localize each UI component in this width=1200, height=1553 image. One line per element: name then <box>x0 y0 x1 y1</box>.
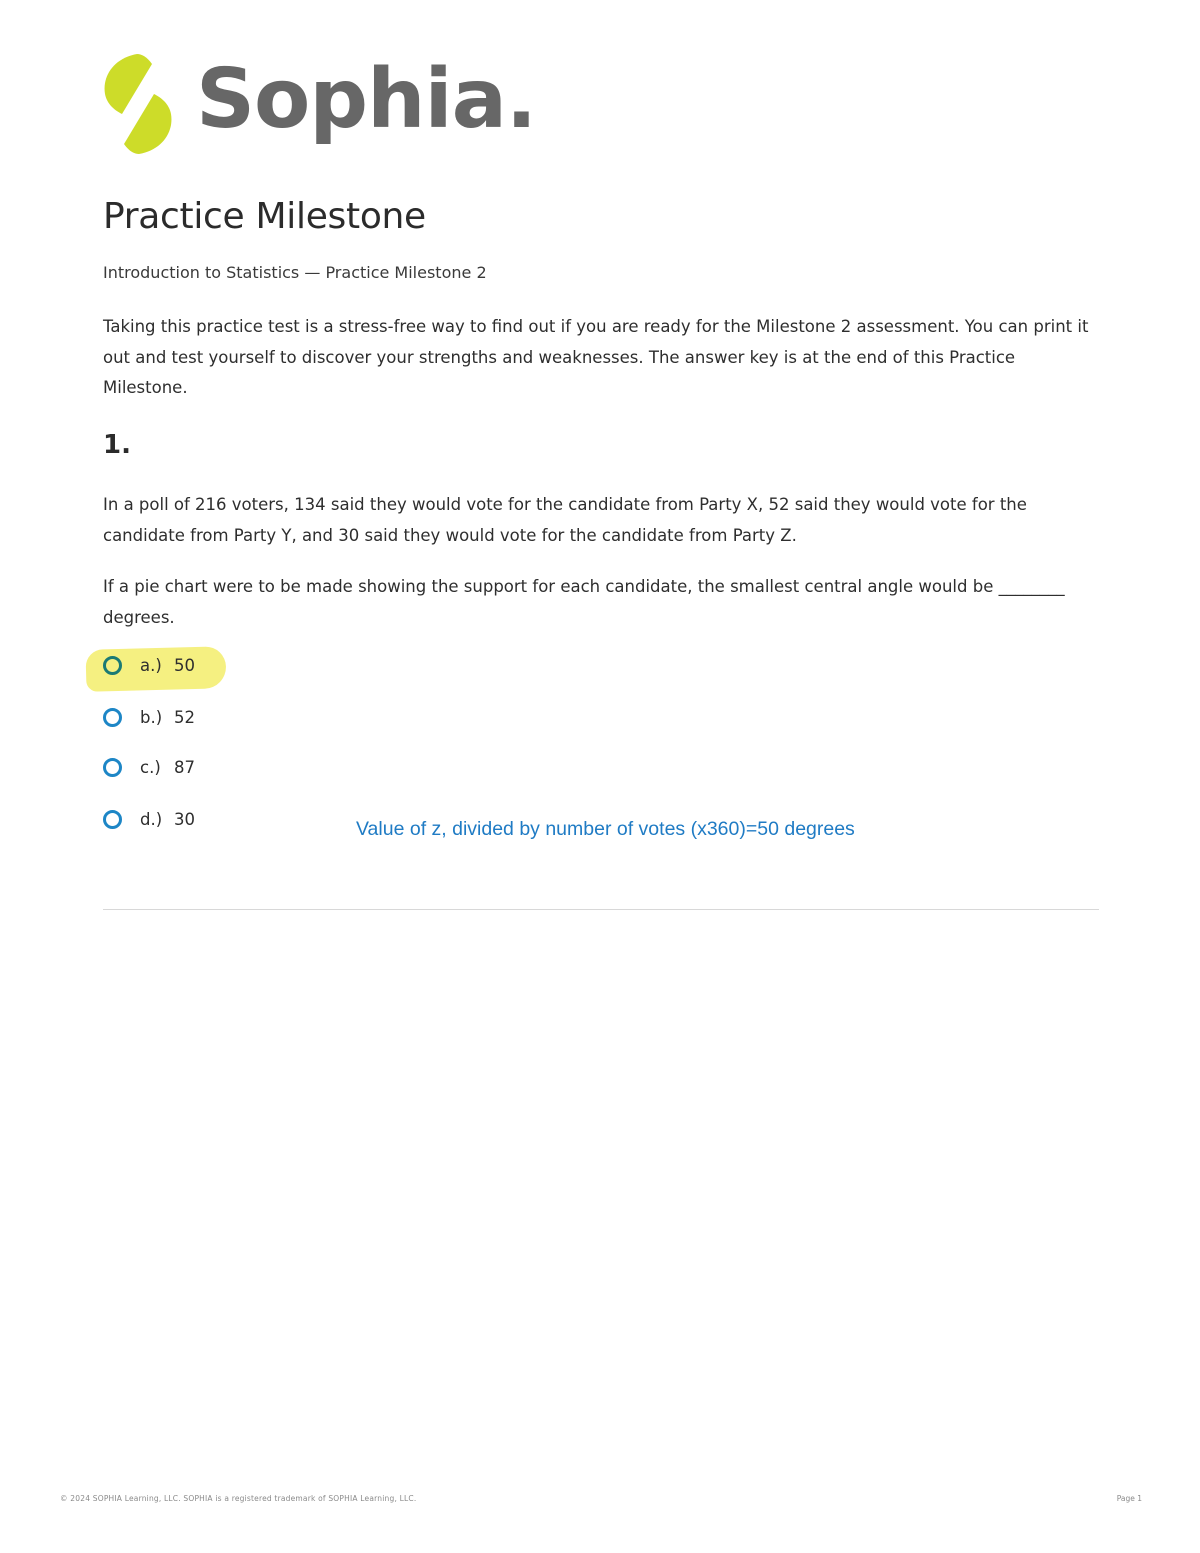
page-subtitle: Introduction to Statistics — Practice Milestone 2 <box>103 263 487 282</box>
option-value: 52 <box>174 708 195 727</box>
option-value: 87 <box>174 758 195 777</box>
sophia-logo-icon <box>100 52 176 156</box>
radio-icon[interactable] <box>103 810 122 829</box>
option-b[interactable] <box>103 708 195 727</box>
radio-icon[interactable] <box>103 708 122 727</box>
option-d[interactable] <box>103 810 195 829</box>
footer-copyright: © 2024 SOPHIA Learning, LLC. SOPHIA is a registered trademark of SOPHIA Learning, LLC. <box>60 1494 417 1503</box>
sophia-wordmark: Sophia. <box>196 52 537 147</box>
question-number: 1. <box>103 430 131 460</box>
radio-icon[interactable] <box>103 758 122 777</box>
option-letter: a.) <box>140 656 162 675</box>
handwritten-annotation: Value of z, divided by number of votes (x360)=50 degrees <box>356 818 855 840</box>
option-value: 50 <box>174 656 195 675</box>
intro-text: Taking this practice test is a stress-free way to find out if you are ready for the Milestone 2 assessment. You can print it out and test yourself to discover your strengths and weaknesses. The answer key is at the end of this Practice Milestone. <box>103 317 1089 397</box>
section-divider <box>103 909 1099 910</box>
sophia-logo <box>100 52 536 156</box>
footer-page-number: Page 1 <box>1116 1494 1142 1503</box>
question-prompt: If a pie chart were to be made showing the support for each candidate, the smallest central angle would be ________ degrees. <box>103 577 1065 627</box>
option-letter: d.) <box>140 810 163 829</box>
option-a[interactable] <box>103 656 195 675</box>
question-text: In a poll of 216 voters, 134 said they would vote for the candidate from Party X, 52 said they would vote for the candidate from Party Y, and 30 said they would vote for the candidate from Party Z. <box>103 495 1027 545</box>
option-letter: c.) <box>140 758 161 777</box>
page-title: Practice Milestone <box>103 196 426 237</box>
option-letter: b.) <box>140 708 163 727</box>
option-value: 30 <box>174 810 195 829</box>
radio-icon[interactable] <box>103 656 122 675</box>
option-c[interactable] <box>103 758 195 777</box>
